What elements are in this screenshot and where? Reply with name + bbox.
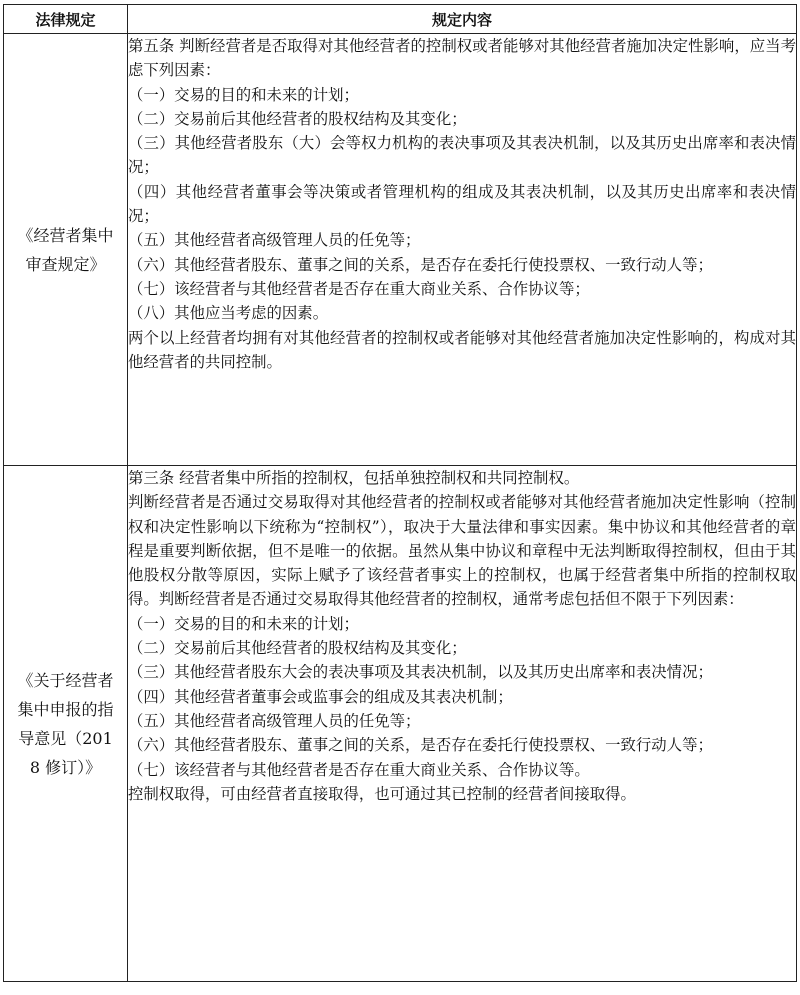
list-item: （六）其他经营者股东、董事之间的关系，是否存在委托行使投票权、一致行动人等； [128, 255, 713, 274]
list-item: （三）其他经营者股东（大）会等权力机构的表决事项及其表决机制，以及其历史出席率和表决情况； [128, 134, 796, 177]
article-heading: 第三条 经营者集中所指的控制权，包括单独控制权和共同控制权。 [128, 469, 580, 487]
table-row [4, 34, 797, 466]
list-item: （五）其他经营者高级管理人员的任免等； [128, 711, 421, 730]
list-item: （一）交易的目的和未来的计划； [128, 85, 359, 104]
article-heading: 第五条 判断经营者是否取得对其他经营者的控制权或者能够对其他经营者施加决定性影响，应当考虑下列因素： [128, 37, 796, 80]
list-item: （六）其他经营者股东、董事之间的关系，是否存在委托行使投票权、一致行动人等； [128, 736, 713, 755]
law-name: 《经营者集中审查规定》 [17, 225, 114, 274]
header-content: 规定内容 [128, 5, 797, 34]
header-law: 法律规定 [4, 5, 128, 34]
list-item: （三）其他经营者股东大会的表决事项及其表决机制，以及其历史出席率和表决情况； [128, 663, 713, 682]
closing-paragraph: 控制权取得，可由经营者直接取得，也可通过其已控制的经营者间接取得。 [128, 784, 636, 803]
list-item: （七）该经营者与其他经营者是否存在重大商业关系、合作协议等； [128, 279, 590, 298]
content-cell [128, 34, 797, 466]
list-item: （五）其他经营者高级管理人员的任免等； [128, 231, 421, 250]
law-cell [4, 466, 128, 982]
table-row [4, 466, 797, 982]
body-paragraph: 判断经营者是否通过交易取得对其他经营者的控制权或者能够对其他经营者施加决定性影响（控制权和决定性影响以下统称为“控制权”），取决于大量法律和事实因素。集中协议和其他经营者的章程是重要判断依据，但不是唯一的依据。虽然从集中协议和章程中无法判断取得控制权，但由于其他股权分散等原因，实际上赋予了该经营者事实上的控制权，也属于经营者集中所指的控制权取得。判断经营者是否通过交易取得其他经营者的控制权，通常考虑包括但不限于下列因素： [128, 493, 796, 609]
list-item: （七）该经营者与其他经营者是否存在重大商业关系、合作协议等。 [128, 760, 590, 779]
content-cell [128, 466, 797, 982]
list-item: （一）交易的目的和未来的计划； [128, 614, 359, 633]
list-item: （二）交易前后其他经营者的股权结构及其变化； [128, 109, 467, 128]
law-cell [4, 34, 128, 466]
law-name: 《关于经营者集中申报的指导意见（2018 修订）》 [17, 670, 114, 777]
list-item: （二）交易前后其他经营者的股权结构及其变化； [128, 639, 467, 658]
regulation-table [3, 4, 797, 982]
closing-paragraph: 两个以上经营者均拥有对其他经营者的控制权或者能够对其他经营者施加决定性影响的，构成对其他经营者的共同控制。 [128, 328, 796, 371]
list-item: （八）其他应当考虑的因素。 [128, 304, 329, 323]
list-item: （四）其他经营者董事会等决策或者管理机构的组成及其表决机制，以及其历史出席率和表决情况； [128, 182, 796, 226]
table-header-row [4, 5, 797, 34]
list-item: （四）其他经营者董事会或监事会的组成及其表决机制； [128, 687, 513, 706]
